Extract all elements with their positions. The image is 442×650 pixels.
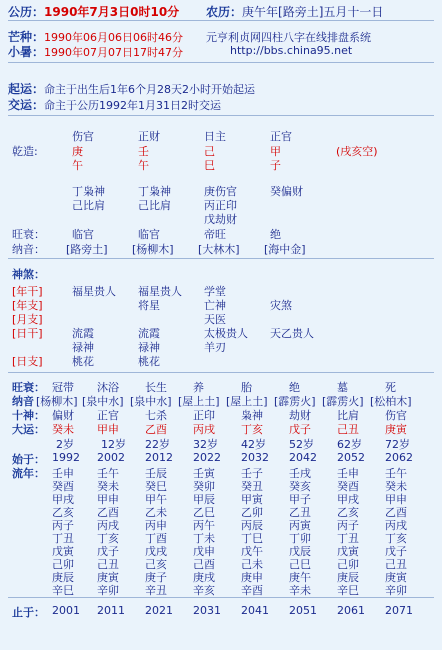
liunian-cell: 癸未 bbox=[385, 480, 407, 493]
pillar-canggan: 己比肩 bbox=[72, 199, 105, 212]
xiaoshu-value: 1990年07月07日17时47分 bbox=[44, 46, 183, 59]
liunian-cell: 甲寅 bbox=[241, 493, 263, 506]
dayun-ganzhi: 己丑 bbox=[337, 423, 359, 436]
liunian-cell: 丙午 bbox=[193, 519, 215, 532]
liunian-cell: 戊申 bbox=[193, 545, 215, 558]
liunian-cell: 己巳 bbox=[289, 558, 311, 571]
nongli-value: 庚午年[路旁土]五月十一日 bbox=[242, 5, 384, 19]
shensha-title: 神煞： bbox=[12, 268, 45, 281]
dayun-nayin: [泉中水] bbox=[82, 395, 124, 408]
liunian-cell: 壬申 bbox=[52, 467, 74, 480]
divider bbox=[8, 115, 434, 116]
pillar-tiangan: 己 bbox=[204, 145, 215, 158]
liunian-cell: 戊辰 bbox=[289, 545, 311, 558]
site-url-link[interactable] bbox=[230, 44, 352, 57]
dayun-ganzhi: 丙戌 bbox=[193, 423, 215, 436]
dayun-age: 52岁 bbox=[289, 438, 314, 451]
pillar-canggan: 庚伤官 bbox=[204, 185, 237, 198]
liunian-cell: 丙子 bbox=[52, 519, 74, 532]
qianzao-label: 乾造: bbox=[12, 145, 38, 158]
pillar-shishen: 正官 bbox=[270, 130, 292, 143]
nayin-label: 纳音： bbox=[12, 243, 45, 256]
liunian-cell: 壬辰 bbox=[145, 467, 167, 480]
liunian-cell: 乙亥 bbox=[52, 506, 74, 519]
liunian-cell: 乙丑 bbox=[289, 506, 311, 519]
dayun-wangshuai: 胎 bbox=[241, 381, 252, 394]
dayun-end-year: 2071 bbox=[385, 604, 413, 617]
dy-liunian-label: 流年： bbox=[12, 467, 45, 480]
liunian-cell: 甲辰 bbox=[193, 493, 215, 506]
pillar-canggan: 丁枭神 bbox=[138, 185, 171, 198]
shensha-item: 天乙贵人 bbox=[270, 327, 314, 340]
liunian-cell: 壬戌 bbox=[289, 467, 311, 480]
shensha-item: 福星贵人 bbox=[138, 285, 182, 298]
divider bbox=[8, 258, 434, 259]
liunian-cell: 戊子 bbox=[385, 545, 407, 558]
dayun-end-year: 2061 bbox=[337, 604, 365, 617]
qiyun-label: 起运： bbox=[8, 82, 45, 96]
dayun-nayin: [霹雳火] bbox=[274, 395, 316, 408]
liunian-cell: 庚申 bbox=[241, 571, 263, 584]
shensha-row-label: [年干] bbox=[12, 285, 43, 298]
liunian-cell: 甲子 bbox=[289, 493, 311, 506]
liunian-cell: 己亥 bbox=[145, 558, 167, 571]
dayun-wangshuai: 长生 bbox=[145, 381, 167, 394]
liunian-cell: 辛未 bbox=[289, 584, 311, 597]
liunian-cell: 壬申 bbox=[337, 467, 359, 480]
pillar-canggan: 癸偏财 bbox=[270, 185, 303, 198]
dayun-ganzhi: 丁亥 bbox=[241, 423, 263, 436]
shensha-item: 流霞 bbox=[72, 327, 94, 340]
dayun-nayin: [泉中水] bbox=[130, 395, 172, 408]
liunian-cell: 癸亥 bbox=[289, 480, 311, 493]
shensha-item: 学堂 bbox=[204, 285, 226, 298]
liunian-cell: 辛巳 bbox=[337, 584, 359, 597]
qiyun-row bbox=[8, 80, 255, 97]
wangshuai-label: 旺衰： bbox=[12, 228, 45, 241]
dayun-start-year: 2012 bbox=[145, 451, 173, 464]
liunian-cell: 丙寅 bbox=[289, 519, 311, 532]
shensha-item: 福星贵人 bbox=[72, 285, 116, 298]
liunian-cell: 丙申 bbox=[145, 519, 167, 532]
dayun-wangshuai: 死 bbox=[385, 381, 396, 394]
liunian-cell: 戊子 bbox=[97, 545, 119, 558]
liunian-cell: 己卯 bbox=[337, 558, 359, 571]
dayun-nayin: [松柏木] bbox=[370, 395, 412, 408]
pillar-nayin: [杨柳木] bbox=[132, 243, 174, 256]
dayun-wangshuai: 绝 bbox=[289, 381, 300, 394]
dayun-age: 62岁 bbox=[337, 438, 362, 451]
divider bbox=[8, 597, 434, 598]
shensha-item: 灾煞 bbox=[270, 299, 292, 312]
liunian-cell: 庚辰 bbox=[52, 571, 74, 584]
site-url[interactable]: http://bbs.china95.net bbox=[230, 44, 353, 57]
liunian-cell: 癸卯 bbox=[193, 480, 215, 493]
liunian-cell: 乙卯 bbox=[241, 506, 263, 519]
pillar-canggan: 丁枭神 bbox=[72, 185, 105, 198]
dy-wangshuai-label: 旺衰： bbox=[12, 381, 45, 394]
pillar-canggan: 己比肩 bbox=[138, 199, 171, 212]
pillar-wangshuai: 临官 bbox=[72, 228, 94, 241]
liunian-cell: 辛亥 bbox=[193, 584, 215, 597]
nongli-label: 农历： bbox=[206, 5, 243, 19]
liunian-cell: 丁亥 bbox=[385, 532, 407, 545]
dy-shishen-label: 十神： bbox=[12, 409, 45, 422]
dayun-ganzhi: 庚寅 bbox=[385, 423, 407, 436]
shensha-item: 禄神 bbox=[138, 341, 160, 354]
dayun-wangshuai: 墓 bbox=[337, 381, 348, 394]
liunian-cell: 癸丑 bbox=[241, 480, 263, 493]
liunian-cell: 己丑 bbox=[385, 558, 407, 571]
pillar-dizhi: 子 bbox=[270, 159, 281, 172]
pillar-tiangan: 壬 bbox=[138, 145, 149, 158]
pillar-canggan: 戊劫财 bbox=[204, 213, 237, 226]
pillar-nayin: [大林木] bbox=[198, 243, 240, 256]
liunian-cell: 壬午 bbox=[385, 467, 407, 480]
liunian-cell: 甲戌 bbox=[52, 493, 74, 506]
liunian-cell: 庚寅 bbox=[385, 571, 407, 584]
liunian-cell: 丁酉 bbox=[145, 532, 167, 545]
pillar-shishen: 伤官 bbox=[72, 130, 94, 143]
jiaoyun-row bbox=[8, 96, 221, 113]
liunian-cell: 甲午 bbox=[145, 493, 167, 506]
liunian-cell: 丁卯 bbox=[289, 532, 311, 545]
liunian-cell: 庚午 bbox=[289, 571, 311, 584]
pillar-tiangan: 庚 bbox=[72, 145, 83, 158]
liunian-cell: 戊寅 bbox=[52, 545, 74, 558]
qiyun-value: 命主于出生后1年6个月28天2小时开始起运 bbox=[44, 83, 256, 96]
liunian-cell: 乙酉 bbox=[97, 506, 119, 519]
dayun-nayin: [屋上土] bbox=[226, 395, 268, 408]
liunian-cell: 癸未 bbox=[97, 480, 119, 493]
pillar-wangshuai: 临官 bbox=[138, 228, 160, 241]
dayun-start-year: 2052 bbox=[337, 451, 365, 464]
shensha-row-label: [日干] bbox=[12, 327, 43, 340]
dayun-end-year: 2031 bbox=[193, 604, 221, 617]
liunian-cell: 乙未 bbox=[145, 506, 167, 519]
liunian-cell: 己未 bbox=[241, 558, 263, 571]
liunian-cell: 戊戌 bbox=[145, 545, 167, 558]
dayun-ganzhi: 乙酉 bbox=[145, 423, 167, 436]
dayun-wangshuai: 冠带 bbox=[52, 381, 74, 394]
dy-dayun-label: 大运： bbox=[12, 423, 45, 436]
site-title: 元亨利贞网四柱八字在线排盘系统 bbox=[206, 31, 371, 44]
liunian-cell: 庚寅 bbox=[97, 571, 119, 584]
liunian-cell: 甲戌 bbox=[337, 493, 359, 506]
dayun-nayin: [杨柳木] bbox=[36, 395, 78, 408]
liunian-cell: 丙戌 bbox=[385, 519, 407, 532]
liunian-cell: 辛巳 bbox=[52, 584, 74, 597]
pillar-shishen: 正财 bbox=[138, 130, 160, 143]
shensha-item: 禄神 bbox=[72, 341, 94, 354]
liunian-cell: 甲申 bbox=[385, 493, 407, 506]
pillar-nayin: [路旁土] bbox=[66, 243, 108, 256]
xiaoshu-label: 小暑： bbox=[8, 45, 45, 59]
dayun-end-year: 2011 bbox=[97, 604, 125, 617]
dayun-wangshuai: 沐浴 bbox=[97, 381, 119, 394]
shensha-item: 亡神 bbox=[204, 299, 226, 312]
dayun-ganzhi: 戊子 bbox=[289, 423, 311, 436]
dayun-shishen: 偏财 bbox=[52, 409, 74, 422]
liunian-cell: 庚子 bbox=[145, 571, 167, 584]
dy-nayin-label: 纳音 bbox=[12, 395, 34, 408]
mangzhong-value: 1990年06月06日06时46分 bbox=[44, 31, 183, 44]
liunian-cell: 乙巳 bbox=[193, 506, 215, 519]
liunian-cell: 庚辰 bbox=[337, 571, 359, 584]
shensha-item: 桃花 bbox=[72, 355, 94, 368]
liunian-cell: 丁亥 bbox=[97, 532, 119, 545]
liunian-cell: 辛卯 bbox=[97, 584, 119, 597]
liunian-cell: 丙子 bbox=[337, 519, 359, 532]
liunian-cell: 辛酉 bbox=[241, 584, 263, 597]
dayun-shishen: 正官 bbox=[97, 409, 119, 422]
pillar-dizhi: 午 bbox=[72, 159, 83, 172]
dayun-age: 12岁 bbox=[101, 438, 126, 451]
dayun-shishen: 七杀 bbox=[145, 409, 167, 422]
liunian-cell: 壬午 bbox=[97, 467, 119, 480]
pillar-dizhi: 午 bbox=[138, 159, 149, 172]
shensha-item: 太极贵人 bbox=[204, 327, 248, 340]
dayun-age: 72岁 bbox=[385, 438, 410, 451]
liunian-cell: 丁丑 bbox=[337, 532, 359, 545]
shensha-row-label: [月支] bbox=[12, 313, 43, 326]
nongli-row bbox=[206, 3, 383, 20]
dayun-ganzhi: 甲申 bbox=[97, 423, 119, 436]
dayun-shishen: 伤官 bbox=[385, 409, 407, 422]
liunian-cell: 癸酉 bbox=[337, 480, 359, 493]
divider bbox=[8, 372, 434, 373]
xiaoshu-row bbox=[8, 43, 183, 60]
dayun-end-year: 2051 bbox=[289, 604, 317, 617]
gongli-row bbox=[8, 3, 179, 20]
shensha-row-label: [日支] bbox=[12, 355, 43, 368]
mangzhong-label: 芒种： bbox=[8, 30, 45, 44]
shensha-item: 桃花 bbox=[138, 355, 160, 368]
pillar-nayin: [海中金] bbox=[264, 243, 306, 256]
liunian-cell: 戊寅 bbox=[337, 545, 359, 558]
dayun-shishen: 比肩 bbox=[337, 409, 359, 422]
dayun-end-year: 2041 bbox=[241, 604, 269, 617]
pillar-dizhi: 巳 bbox=[204, 159, 215, 172]
dy-zhiyu-label: 止于： bbox=[12, 606, 45, 619]
dayun-nayin: [霹雳火] bbox=[322, 395, 364, 408]
divider bbox=[8, 20, 434, 21]
divider bbox=[8, 62, 434, 63]
liunian-cell: 甲申 bbox=[97, 493, 119, 506]
liunian-cell: 己卯 bbox=[52, 558, 74, 571]
gongli-label: 公历： bbox=[8, 5, 45, 19]
kongwang: (戌亥空) bbox=[336, 145, 378, 158]
liunian-cell: 丁巳 bbox=[241, 532, 263, 545]
dayun-start-year: 2022 bbox=[193, 451, 221, 464]
shensha-item: 将星 bbox=[138, 299, 160, 312]
pillar-wangshuai: 帝旺 bbox=[204, 228, 226, 241]
shensha-item: 羊刃 bbox=[204, 341, 226, 354]
dayun-start-year: 1992 bbox=[52, 451, 80, 464]
pillar-tiangan: 甲 bbox=[270, 145, 281, 158]
dayun-start-year: 2032 bbox=[241, 451, 269, 464]
liunian-cell: 乙亥 bbox=[337, 506, 359, 519]
liunian-cell: 辛丑 bbox=[145, 584, 167, 597]
liunian-cell: 庚戌 bbox=[193, 571, 215, 584]
dayun-wangshuai: 养 bbox=[193, 381, 204, 394]
gongli-value: 1990年7月3日0时10分 bbox=[44, 5, 180, 19]
liunian-cell: 己丑 bbox=[97, 558, 119, 571]
liunian-cell: 丙戌 bbox=[97, 519, 119, 532]
shensha-item: 天医 bbox=[204, 313, 226, 326]
dayun-shishen: 劫财 bbox=[289, 409, 311, 422]
dy-shiyu-label: 始于： bbox=[12, 453, 45, 466]
liunian-cell: 壬子 bbox=[241, 467, 263, 480]
liunian-cell: 辛卯 bbox=[385, 584, 407, 597]
liunian-cell: 丁丑 bbox=[52, 532, 74, 545]
dayun-end-year: 2001 bbox=[52, 604, 80, 617]
dayun-start-year: 2042 bbox=[289, 451, 317, 464]
shensha-row-label: [年支] bbox=[12, 299, 43, 312]
dayun-shishen: 枭神 bbox=[241, 409, 263, 422]
shensha-item: 流霞 bbox=[138, 327, 160, 340]
pillar-canggan: 丙正印 bbox=[204, 199, 237, 212]
pillar-wangshuai: 绝 bbox=[270, 228, 281, 241]
dayun-age: 32岁 bbox=[193, 438, 218, 451]
jiaoyun-label: 交运： bbox=[8, 98, 45, 112]
dayun-ganzhi: 癸未 bbox=[52, 423, 74, 436]
dayun-start-year: 2062 bbox=[385, 451, 413, 464]
dayun-shishen: 正印 bbox=[193, 409, 215, 422]
liunian-cell: 丙辰 bbox=[241, 519, 263, 532]
liunian-cell: 癸巳 bbox=[145, 480, 167, 493]
dayun-nayin: [屋上土] bbox=[178, 395, 220, 408]
liunian-cell: 乙酉 bbox=[385, 506, 407, 519]
liunian-cell: 癸酉 bbox=[52, 480, 74, 493]
pillar-shishen: 日主 bbox=[204, 130, 226, 143]
liunian-cell: 丁未 bbox=[193, 532, 215, 545]
liunian-cell: 壬寅 bbox=[193, 467, 215, 480]
dayun-end-year: 2021 bbox=[145, 604, 173, 617]
jiaoyun-value: 命主于公历1992年1月31日2时交运 bbox=[44, 99, 222, 112]
dayun-age: 2岁 bbox=[56, 438, 74, 451]
dayun-age: 42岁 bbox=[241, 438, 266, 451]
dayun-age: 22岁 bbox=[145, 438, 170, 451]
liunian-cell: 戊午 bbox=[241, 545, 263, 558]
dayun-start-year: 2002 bbox=[97, 451, 125, 464]
liunian-cell: 己酉 bbox=[193, 558, 215, 571]
